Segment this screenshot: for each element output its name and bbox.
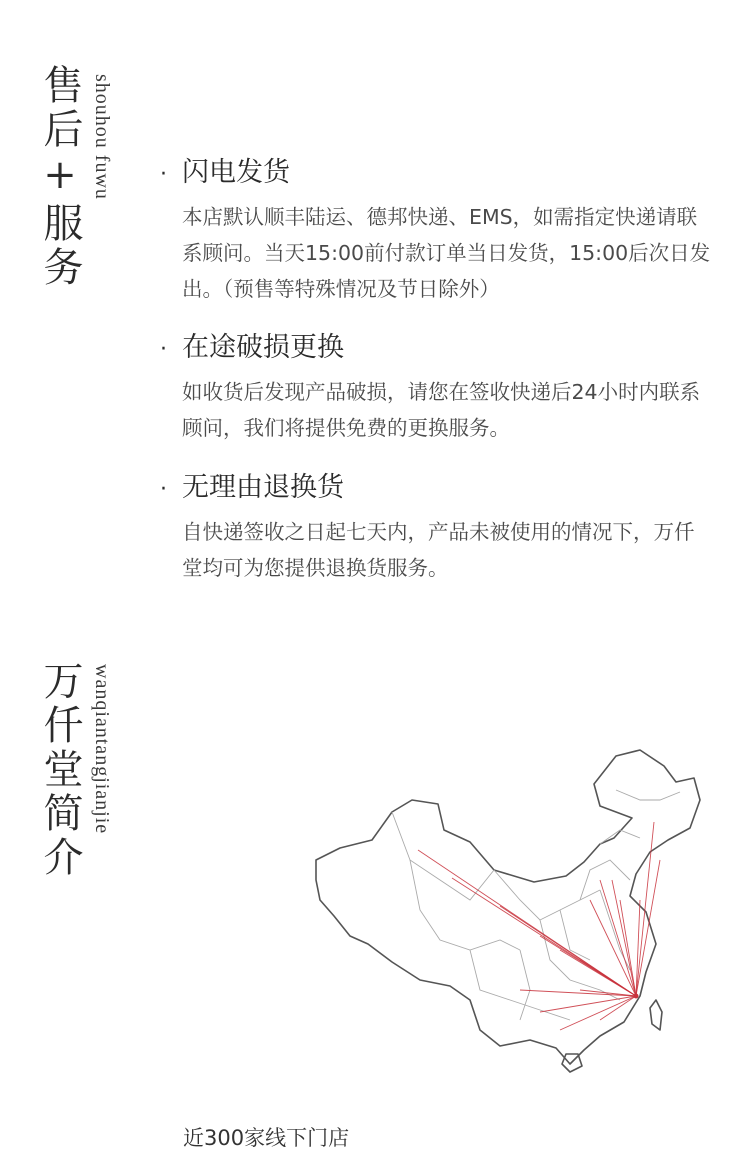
aftersales-roman: shouhou fuwu [91, 74, 113, 200]
service-heading-text: 闪电发货 [182, 157, 290, 188]
store-routes [418, 822, 660, 1030]
service-body: 如收货后发现产品破损，请您在签收快递后24小时内联系顾问，我们将提供免费的更换服务。 [182, 380, 701, 440]
bullet-dot: · [160, 337, 167, 362]
store-count-caption: 近300家线下门店 [183, 1126, 350, 1150]
map-outline [316, 750, 700, 1064]
intro-title: 万仟堂简介 [37, 660, 83, 880]
bullet-dot: · [160, 162, 167, 187]
intro-roman: wanqiantangjianjie [91, 664, 113, 835]
aftersales-title: 售后+服务 [37, 64, 83, 290]
bullet-dot: · [160, 477, 167, 502]
service-body: 自快递签收之日起七天内，产品未被使用的情况下，万仟堂均可为您提供退换货服务。 [182, 520, 695, 580]
hub-marker [634, 994, 639, 999]
service-body: 本店默认顺丰陆运、德邦快递、EMS，如需指定快递请联系顾问。当天15:00前付款订单当日发货，15:00后次日发出。（预售等特殊情况及节日除外） [182, 205, 711, 301]
service-heading-text: 在途破损更换 [182, 332, 344, 363]
service-heading-text: 无理由退换货 [182, 472, 344, 503]
taiwan-outline [650, 1000, 662, 1030]
